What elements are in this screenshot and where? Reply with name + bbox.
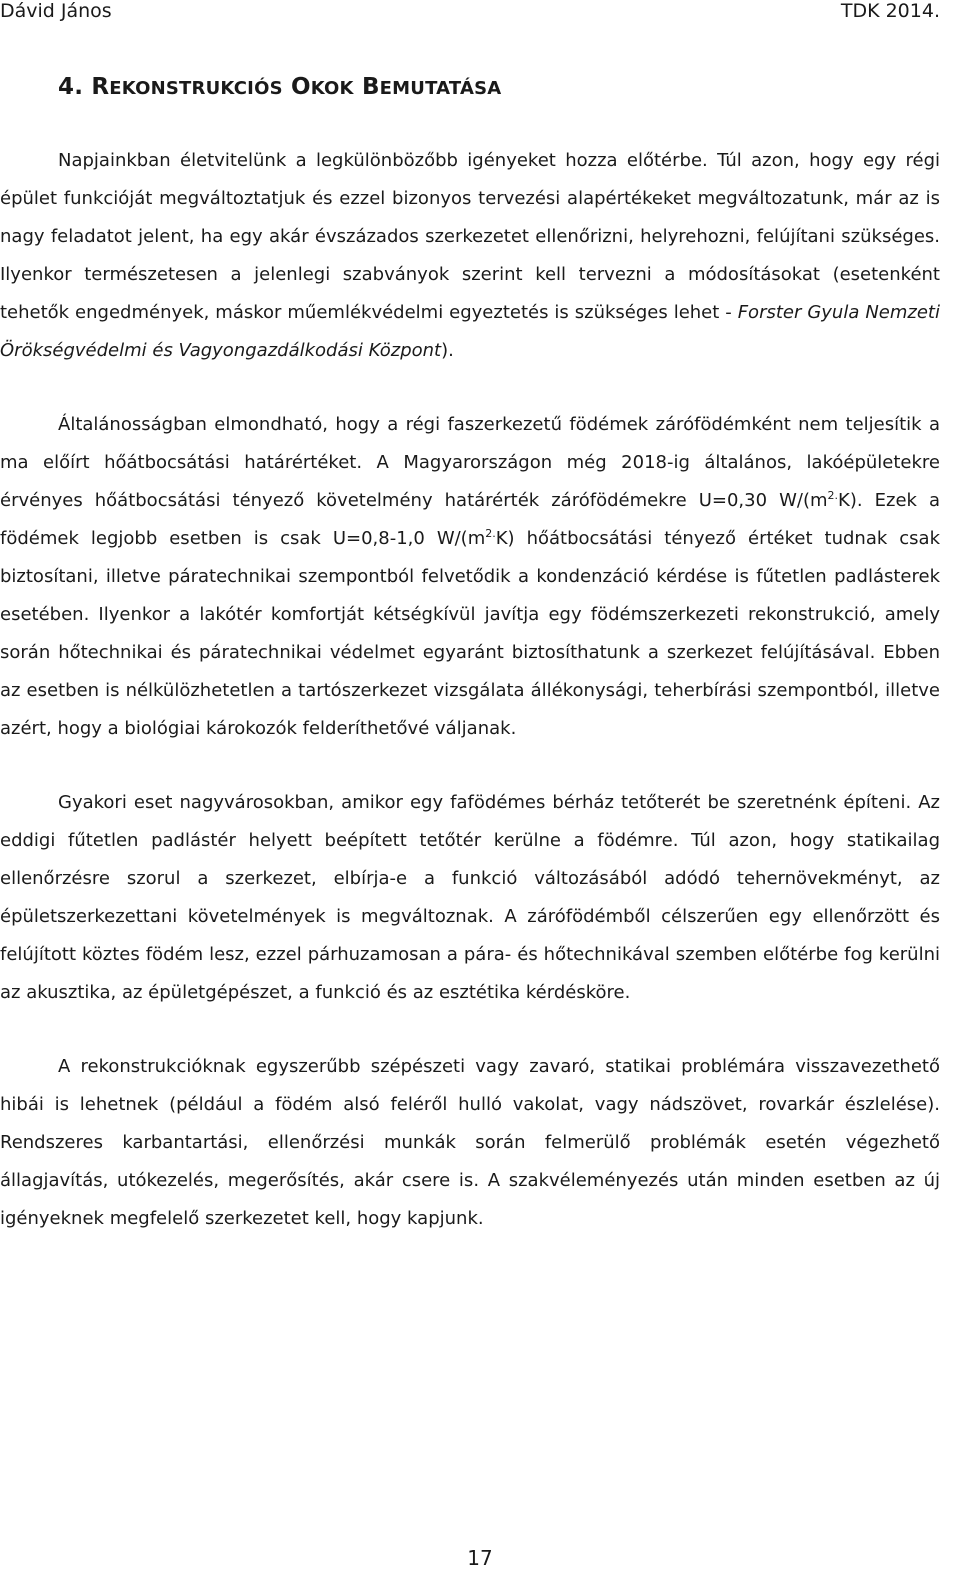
- heading-initial-3: B: [361, 74, 380, 100]
- paragraph-1: [0, 142, 940, 370]
- heading-initial-2: O: [290, 74, 311, 100]
- section-number: 4.: [58, 74, 84, 100]
- superscript-2: 2.: [485, 527, 496, 540]
- paragraph-2: [0, 406, 940, 748]
- header-event: TDK 2014.: [840, 0, 940, 22]
- header-author: Dávid János: [0, 0, 112, 22]
- paragraph-3: Gyakori eset nagyvárosokban, amikor egy fafödémes bérház tetőterét be szeretnénk építeni. Az eddigi fűtetlen padlástér helyett beépített tetőtér kerülne a födémre. Túl azon, hogy statikailag ellenőrzésre szorul a szerkezet, elbírja-e a funkció változásából adódó tehernövekményt, az épületszerkezettani követelmények is megváltoznak. A zárófödémből célszerűen egy ellenőrzött és felújított köztes födém lesz, ezzel párhuzamosan a pára- és hőtechnikával szemben előtérbe fog kerülni az akusztika, az épületgépészet, a funkció és az esztétika kérdésköre.: [0, 792, 940, 1003]
- heading-word-3-rest: EMUTATÁSA: [379, 78, 502, 99]
- paragraph-4: A rekonstrukcióknak egyszerűbb szépészeti vagy zavaró, statikai problémára visszavezethető hibái is lehetnek (például a födém alsó feléről hulló vakolat, vagy nádszövet, rovarkár észlelése). Rendszeres karbantartási, ellenőrzési munkák során felmerülő problémák esetén végezhető állagjavítás, utókezelés, megerősítés, akár csere is. A szakvéleményezés után minden esetben az új igényeknek megfelelő szerkezetet kell, hogy kapjunk.: [0, 1056, 940, 1229]
- paragraph-1-institution: Forster Gyula Nemzeti Örökségvédelmi és Vagyongazdálkodási Központ: [0, 302, 940, 361]
- paragraph-2-text-c: K) hőátbocsátási tényező értéket tudnak csak biztosítani, illetve páratechnikai szempontból felvetődik a kondenzáció kérdése is fűtetlen padlásterek esetében. Ilyenkor a lakótér komfortját kétségkívül javítja egy födémszerkezeti rekonstrukció, amely során hőtechnikai és páratechnikai védelmet egyaránt biztosíthatunk a szerkezet felújításával. Ebben az esetben is nélkülözhetetlen a tartószerkezet vizsgálata állékonysági, teherbírási szempontból, illetve azért, hogy a biológiai károkozók felderíthetővé váljanak.: [0, 528, 940, 739]
- page-number: 17: [467, 1546, 493, 1570]
- section-heading: [58, 74, 501, 100]
- page-header: [0, 0, 940, 24]
- document-body: [0, 142, 940, 1238]
- paragraph-1-end: ).: [441, 340, 454, 361]
- heading-word-2-rest: KOK: [310, 78, 354, 99]
- paragraph-2-text-a: Általánosságban elmondható, hogy a régi faszerkezetű födémek zárófödémként nem teljesítik a ma előírt hőátbocsátási határértéket. A Magyarországon még 2018-ig általános, lakóépületekre érvényes hőátbocsátási tényező követelmény határérték zárófödémekre U=0,30 W/(m: [0, 414, 940, 511]
- paragraph-1-text: Napjainkban életvitelünk a legkülönbözőbb igényeket hozza előtérbe. Túl azon, hogy egy régi épület funkcióját megváltoztatjuk és ezzel bizonyos tervezési alapértékeket megváltozatunk, már az is nagy feladatot jelent, ha egy akár évszázados szerkezetet ellenőrizni, helyrehozni, felújítani szükséges. Ilyenkor természetesen a jelenlegi szabványok szerint kell tervezni a módosításokat (esetenként tehetők engedmények, máskor műemlékvédelmi egyeztetés is szükséges lehet -: [0, 150, 940, 323]
- heading-word-1-rest: EKONSTRUKCIÓS: [109, 78, 283, 99]
- superscript-1: 2.: [827, 489, 839, 502]
- paragraph-2-text-b: K). Ezek a födémek legjobb esetben is csak U=0,8-1,0 W/(m: [0, 490, 941, 549]
- heading-initial-1: R: [91, 74, 110, 100]
